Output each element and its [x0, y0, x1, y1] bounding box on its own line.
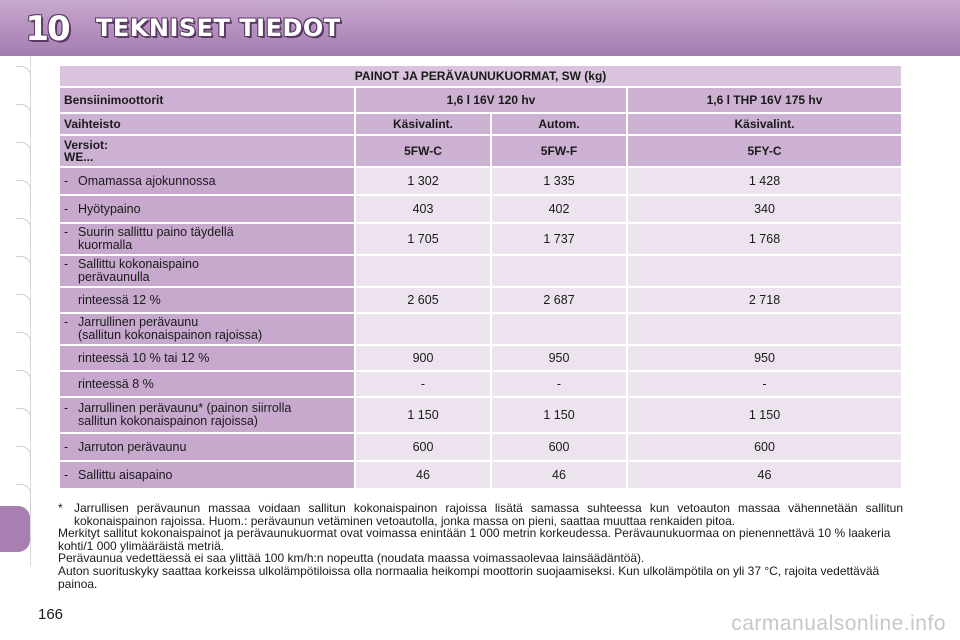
row-bullet: - — [64, 401, 69, 415]
table-row — [60, 398, 901, 432]
value-cell — [628, 256, 901, 286]
note-paragraph: Merkityt sallitut kokonaispainot ja perävaunukuormat ovat voimassa enintään 1 000 metrin korkeudessa. Perävaunukuormaa on pienennettävä 10 % laakeria kohti/1 000 ylimääräistä metriä. — [58, 526, 891, 553]
row-bullet: - — [64, 201, 69, 216]
value-cell: 900 — [356, 346, 490, 370]
value-cell — [356, 314, 490, 344]
value-cell: 950 — [492, 346, 626, 370]
value-cell: 1 428 — [628, 168, 901, 194]
row-label — [60, 168, 354, 194]
note-paragraph: Perävaunua vedettäessä ei saa ylittää 100 km/h:n nopeutta (noudata maassa voimassaolevaa lainsäädäntöä). — [58, 551, 645, 566]
chapter-tab[interactable] — [16, 104, 31, 135]
value-cell: 46 — [628, 462, 901, 488]
value-cell: 1 302 — [356, 168, 490, 194]
row-label-line: Jarruton perävaunu — [78, 439, 187, 454]
value-cell — [492, 256, 626, 286]
version-header: 5FW-F — [492, 136, 626, 166]
row-label-text — [64, 441, 350, 454]
value-cell: 46 — [356, 462, 490, 488]
row-label-line: kuormalla — [78, 238, 133, 252]
chapter-tab[interactable] — [16, 408, 31, 439]
row-bullet: - — [64, 225, 69, 239]
row-label-line: rinteessä 12 % — [78, 292, 161, 307]
footnote-text: Jarrullisen perävaunun massaa voidaan sallitun kokonaispainon rajoissa lisätä samassa suhteessa kun vetoauton massaa vähennetään sallitun kokonaispainon rajoissa. Huom.: perävaunun vetäminen vetoautolla, jonka massa on pieni, saattaa muuttaa renkaiden pitoa. — [74, 501, 903, 528]
version-header: 5FW-C — [356, 136, 490, 166]
versions-label — [60, 136, 354, 166]
value-cell: 1 150 — [628, 398, 901, 432]
chapter-tab-rail — [0, 56, 31, 566]
gearbox-label: Vaihteisto — [60, 114, 354, 134]
value-cell: 1 705 — [356, 224, 490, 254]
table-row — [60, 224, 901, 254]
versions-label-line: Versiot: — [64, 138, 109, 152]
table-row — [60, 346, 901, 370]
chapter-tab[interactable] — [16, 370, 31, 401]
chapter-tab[interactable] — [16, 294, 31, 325]
row-bullet: - — [64, 439, 69, 454]
row-label-line: Jarrullinen perävaunu — [78, 315, 199, 329]
row-label-line: perävaunulla — [78, 270, 150, 284]
versions-label-line: WE... — [64, 150, 94, 164]
row-label-text — [64, 352, 350, 365]
engine-label: Bensiinimoottorit — [60, 88, 354, 112]
row-label-line: Suurin sallittu paino täydellä — [78, 225, 234, 239]
table-title: PAINOT JA PERÄVAUNUKUORMAT, SW (kg) — [60, 66, 901, 86]
weights-table — [58, 64, 903, 490]
row-label — [60, 314, 354, 344]
row-label-line: (sallitun kokonaispainon rajoissa) — [78, 328, 263, 342]
value-cell: - — [356, 372, 490, 396]
value-cell: - — [628, 372, 901, 396]
value-cell — [356, 256, 490, 286]
row-label-line: Jarrullinen perävaunu* (painon siirrolla — [78, 401, 292, 415]
row-label — [60, 224, 354, 254]
row-label-line: Sallittu aisapaino — [78, 467, 173, 482]
row-label — [60, 462, 354, 488]
gearbox-header: Käsivalint. — [356, 114, 490, 134]
watermark: carmanualsonline.info — [731, 612, 946, 635]
table-row — [60, 462, 901, 488]
notes-block — [58, 502, 903, 590]
row-label-line: sallitun kokonaispainon rajoissa) — [78, 414, 258, 428]
table-row — [60, 434, 901, 460]
page-number: 166 — [38, 606, 64, 623]
value-cell: 1 335 — [492, 168, 626, 194]
value-cell: 46 — [492, 462, 626, 488]
value-cell: 340 — [628, 196, 901, 222]
value-cell: 600 — [492, 434, 626, 460]
active-chapter-tab[interactable] — [0, 506, 30, 552]
value-cell: 1 150 — [492, 398, 626, 432]
value-cell — [492, 314, 626, 344]
row-label-text — [64, 258, 350, 284]
row-label-line: Sallittu kokonaispaino — [78, 257, 199, 271]
chapter-tab[interactable] — [16, 332, 31, 363]
row-label-text — [64, 402, 350, 428]
value-cell: 1 737 — [492, 224, 626, 254]
value-cell: 2 605 — [356, 288, 490, 312]
note-paragraph: Auton suorituskyky saattaa korkeissa ulkolämpötiloissa olla normaalia heikompi moottorin suojaamiseksi. Kun ulkolämpötila on yli 37 °C, rajoita vedettävää painoa. — [58, 563, 880, 591]
row-bullet: - — [64, 315, 69, 329]
row-label-text — [64, 378, 350, 391]
row-label — [60, 256, 354, 286]
value-cell: 1 150 — [356, 398, 490, 432]
value-cell — [628, 314, 901, 344]
row-label — [60, 346, 354, 370]
value-cell: 1 768 — [628, 224, 901, 254]
row-label-line: Omamassa ajokunnossa — [78, 173, 216, 188]
chapter-tab[interactable] — [16, 256, 31, 287]
footnote-marker: * — [58, 501, 63, 515]
row-label-line: Hyötypaino — [78, 201, 141, 216]
row-label-line: rinteessä 10 % tai 12 % — [78, 350, 210, 365]
value-cell: 403 — [356, 196, 490, 222]
value-cell: 600 — [356, 434, 490, 460]
row-label — [60, 288, 354, 312]
table-row — [60, 168, 901, 194]
value-cell: 2 718 — [628, 288, 901, 312]
chapter-tab[interactable] — [16, 218, 31, 249]
engine-header: 1,6 l 16V 120 hv — [356, 88, 626, 112]
row-label-text — [64, 469, 350, 482]
chapter-number-badge: 10 — [25, 9, 69, 49]
value-cell: 950 — [628, 346, 901, 370]
gearbox-header: Autom. — [492, 114, 626, 134]
value-cell: 402 — [492, 196, 626, 222]
chapter-tab[interactable] — [16, 66, 31, 97]
row-label — [60, 372, 354, 396]
value-cell: - — [492, 372, 626, 396]
row-label-text — [64, 316, 350, 342]
table-row — [60, 196, 901, 222]
row-label-text — [64, 175, 350, 188]
table-body — [60, 168, 901, 488]
row-label — [60, 398, 354, 432]
table-row — [60, 372, 901, 396]
table-row — [60, 256, 901, 286]
table-row — [60, 288, 901, 312]
gearbox-header: Käsivalint. — [628, 114, 901, 134]
chapter-tab[interactable] — [16, 446, 31, 477]
row-label-text — [64, 294, 350, 307]
row-label-line: rinteessä 8 % — [78, 376, 154, 391]
row-label — [60, 196, 354, 222]
chapter-tab[interactable] — [16, 180, 31, 211]
chapter-tab[interactable] — [16, 142, 31, 173]
value-cell: 600 — [628, 434, 901, 460]
version-header: 5FY-C — [628, 136, 901, 166]
row-label-text — [64, 203, 350, 216]
row-label — [60, 434, 354, 460]
value-cell: 2 687 — [492, 288, 626, 312]
row-label-text — [64, 226, 350, 252]
row-bullet: - — [64, 173, 69, 188]
chapter-header — [0, 0, 960, 56]
chapter-title: TEKNISET TIEDOT — [96, 14, 341, 42]
table-row — [60, 314, 901, 344]
row-bullet: - — [64, 257, 69, 271]
row-bullet: - — [64, 467, 69, 482]
footnote — [58, 502, 903, 527]
engine-header: 1,6 l THP 16V 175 hv — [628, 88, 901, 112]
